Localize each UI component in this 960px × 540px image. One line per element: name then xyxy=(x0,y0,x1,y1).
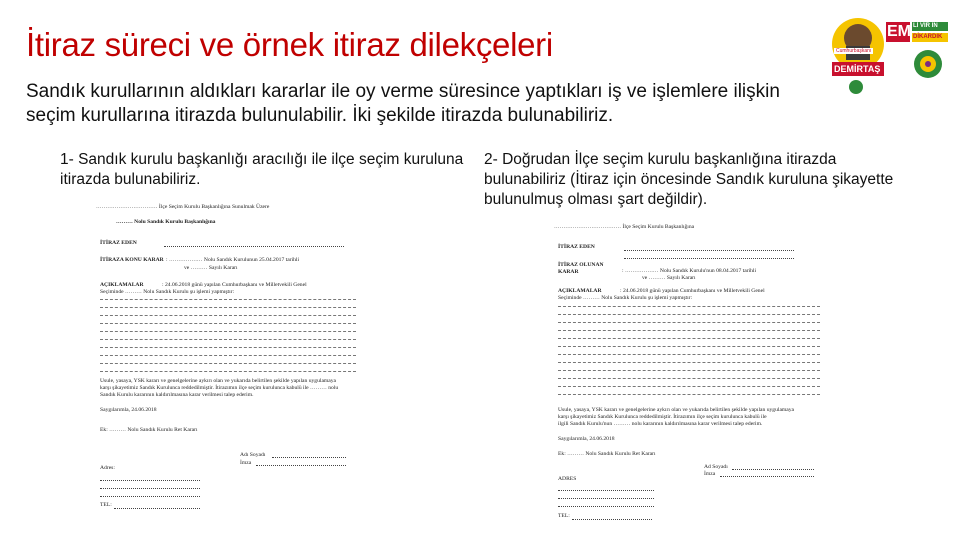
right-doc-itiraz-olunan: İTİRAZ OLUNAN KARAR xyxy=(558,262,604,275)
right-doc-conclusion2: karşı şikayetimiz Sandık Kurulunca reddedilmiştir. İtirazımın ilçe seçim kurulunca kabulü ile xyxy=(558,414,767,420)
left-doc-line xyxy=(164,246,344,247)
right-doc-rule xyxy=(558,330,820,331)
right-doc-olunan-value2: ve ……… Sayılı Kararı xyxy=(642,275,696,281)
left-doc-name-label: Adı Soyadı xyxy=(240,452,266,458)
candidate-tag: Cumhurbaşkanı xyxy=(836,48,872,54)
left-doc-line xyxy=(256,465,346,466)
right-doc-line xyxy=(624,250,794,251)
left-doc-rule xyxy=(100,307,356,308)
right-doc-rule xyxy=(558,322,820,323)
candidate-name: DEMİRTAŞ xyxy=(834,64,881,74)
left-doc-adres: Adres: xyxy=(100,465,115,471)
right-doc-itiraz-eden: İTİRAZ EDEN xyxy=(558,244,595,250)
left-doc-konu-value2: ve ……… Sayılı Kararı xyxy=(184,265,238,271)
left-doc-aciklamalar: AÇIKLAMALAR xyxy=(100,282,144,288)
left-doc-rule xyxy=(100,347,356,348)
left-doc-sign-label: İmza xyxy=(240,460,252,466)
left-doc-conclusion1: Usule, yasaya, YSK kararı ve genelgelerine aykırı olan ve yukarıda belirtilen şekilde yapılan uygulamaya xyxy=(100,378,337,384)
right-doc-adres: ADRES xyxy=(558,476,577,482)
right-doc-conclusion3: ilgili Sandık Kurulu'nun ……… nolu kararının kaldırılmasına karar verilmesi talep ederim. xyxy=(558,421,763,427)
right-doc-tel: TEL: xyxy=(558,513,570,519)
right-doc-name-label: Ad Soyadı xyxy=(704,464,728,470)
right-doc-aciklamalar: AÇIKLAMALAR xyxy=(558,288,602,294)
left-doc-header2: ……… Nolu Sandık Kurulu Başkanlığına xyxy=(116,219,216,225)
right-doc-line xyxy=(572,519,652,520)
right-petition-document xyxy=(554,222,824,527)
left-doc-line xyxy=(100,488,200,489)
right-doc-line xyxy=(624,258,794,259)
right-doc-aciklamalar-value: : 24.06.2018 günü yapılan Cumhurbaşkanı ve Milletvekili Genel xyxy=(620,288,765,294)
right-doc-sign-label: İmza xyxy=(704,471,716,477)
slogan-top: Lİ VIR IN xyxy=(913,23,938,29)
left-doc-line xyxy=(114,508,200,509)
right-doc-line xyxy=(732,469,814,470)
slide-title: İtiraz süreci ve örnek itiraz dilekçeleri xyxy=(26,26,553,63)
left-doc-line xyxy=(100,496,200,497)
right-method-heading: 2- Doğrudan İlçe seçim kurulu başkanlığına itirazda bulunabiliriz (İtiraz için öncesinde Sandık kuruluna şikayette bulunulmuş olması şart değildir). xyxy=(484,151,894,208)
left-doc-date: Saygılarımla, 24.06.2018 xyxy=(100,407,157,413)
right-doc-rule xyxy=(558,306,820,307)
left-doc-konu-value1: : ……………… Nolu Sandık Kurulunun 25.04.2017 tarihli xyxy=(166,257,300,263)
left-doc-rule xyxy=(100,355,356,356)
left-doc-aciklamalar-value: : 24.06.2018 günü yapılan Cumhurbaşkanı ve Milletvekili Genel xyxy=(162,282,307,288)
left-doc-rule xyxy=(100,363,356,364)
left-doc-rule xyxy=(100,371,356,372)
right-doc-conclusion1: Usule, yasaya, YSK kararı ve genelgelerine aykırı olan ve yukarıda belirtilen şekilde yapılan uygulamaya xyxy=(558,407,795,413)
right-doc-line xyxy=(558,498,654,499)
right-doc-ek: Ek: ……… Nolu Sandık Kurulu Ret Kararı xyxy=(558,451,656,457)
left-petition-document xyxy=(96,200,366,515)
right-doc-line xyxy=(720,476,814,477)
right-doc-rule xyxy=(558,338,820,339)
right-doc-rule xyxy=(558,386,820,387)
right-doc-rule xyxy=(558,314,820,315)
right-doc-date: Saygılarımla, 24.06.2018 xyxy=(558,436,615,442)
campaign-logos xyxy=(828,0,960,98)
left-doc-header1: …………………………… İlçe Seçim Kurulu Başkanlığına Sunulmak Üzere xyxy=(96,204,270,210)
right-doc-rule xyxy=(558,370,820,371)
right-doc-aciklamalar-value2: Seçiminde ……… Nolu Sandık Kurulu şu işlemi yapmıştır: xyxy=(558,295,693,301)
left-doc-rule xyxy=(100,323,356,324)
left-doc-rule xyxy=(100,299,356,300)
right-doc-rule xyxy=(558,362,820,363)
right-doc-olunan-value1: : ……………… Nolu Sandık Kurulu'nun 08.04.2017 tarihli xyxy=(622,268,757,274)
right-doc-rule xyxy=(558,354,820,355)
slogan-bottom: DİKARDIK xyxy=(913,34,943,40)
left-doc-ek: Ek: ……… Nolu Sandık Kurulu Ret Kararı xyxy=(100,427,198,433)
left-doc-line xyxy=(100,480,200,481)
left-doc-line xyxy=(272,457,346,458)
left-method-heading: 1- Sandık kurulu başkanlığı aracılığı ile ilçe seçim kuruluna itirazda bulunabiliriz. xyxy=(60,151,464,188)
right-doc-line xyxy=(558,490,654,491)
left-doc-itiraz-eden: İTİRAZ EDEN xyxy=(100,240,137,246)
left-doc-itiraz-konu: İTİRAZA KONU KARAR xyxy=(100,257,164,263)
right-doc-header1: ……………………………… İlçe Seçim Kurulu Başkanlığına xyxy=(554,224,695,230)
slogan-em: EM xyxy=(887,23,911,40)
left-doc-conclusion3: Sandık Kurulu kararının kaldırılmasına karar verilmesi talep ederim. xyxy=(100,392,254,398)
right-doc-rule xyxy=(558,394,820,395)
right-doc-rule xyxy=(558,378,820,379)
intro-paragraph: Sandık kurullarının aldıkları kararlar ile oy verme süresince yaptıkları iş ve işlemlere ilişkin seçim kurullarına itirazda bulunulabilir. İki şekilde itirazda bulunabiliriz. xyxy=(26,81,780,126)
right-doc-line xyxy=(558,506,654,507)
right-doc-rule xyxy=(558,346,820,347)
left-doc-aciklamalar-value2: Seçiminde ……… Nolu Sandık Kurulu şu işlemi yapmıştır: xyxy=(100,289,235,295)
left-doc-rule xyxy=(100,339,356,340)
left-doc-tel: TEL: xyxy=(100,502,112,508)
left-doc-rule xyxy=(100,315,356,316)
left-doc-rule xyxy=(100,331,356,332)
left-doc-conclusion2: karşı şikayetimiz Sandık Kurulunca reddedilmiştir. İtirazımın ilçe seçim kurulunca kabulü ile ……… nolu xyxy=(100,385,339,391)
